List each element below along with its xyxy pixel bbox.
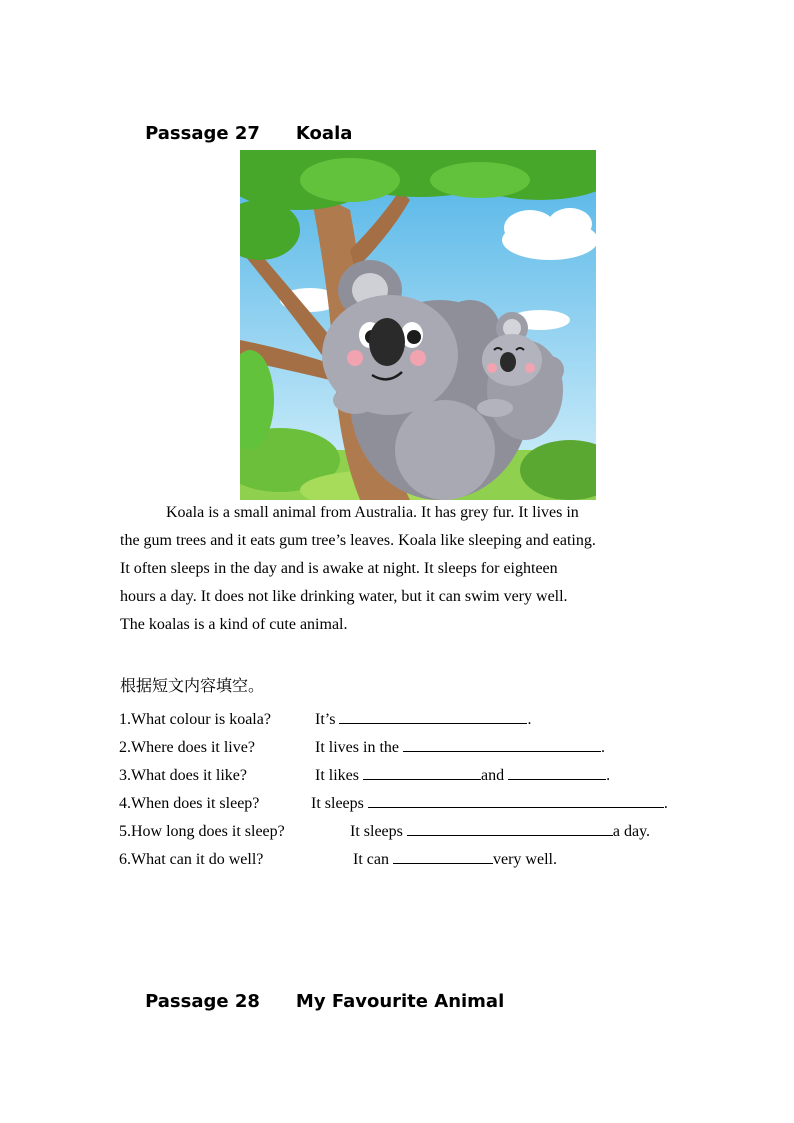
passage-line: hours a day. It does not like drinking water, but it can swim very well.	[120, 588, 568, 605]
passage-line: The koalas is a kind of cute animal.	[120, 616, 348, 633]
question-item	[119, 762, 699, 790]
answer-lead-text: It likes	[315, 767, 363, 784]
answer-blank[interactable]	[368, 791, 664, 808]
answer-tail-text: very well.	[492, 851, 557, 868]
question-prompt: 3.What does it like?	[119, 767, 247, 784]
question-item	[119, 734, 699, 762]
passage-28-number: Passage 28	[145, 991, 260, 1012]
passage-line: It often sleeps in the day and is awake at night. It sleeps for eighteen	[120, 560, 558, 577]
question-item	[119, 706, 699, 734]
answer-tail-text: .	[606, 767, 611, 784]
passage-27-number: Passage 27	[145, 123, 260, 144]
answer-joiner-text: and	[481, 767, 509, 784]
question-item	[119, 846, 699, 874]
passage-28-heading	[120, 970, 504, 1033]
answer-lead-text: It sleeps	[350, 823, 407, 840]
exercise-instruction: 根据短文内容填空。	[120, 676, 265, 695]
answer-tail-text: .	[663, 795, 668, 812]
answer-lead-text: It’s	[315, 711, 340, 728]
passage-line: the gum trees and it eats gum tree’s leaves. Koala like sleeping and eating.	[120, 532, 596, 549]
passage-line: Koala is a small animal from Australia. It has grey fur. It lives in	[166, 504, 579, 521]
answer-line	[311, 790, 668, 818]
answer-blank[interactable]	[339, 707, 527, 724]
question-prompt: 5.How long does it sleep?	[119, 823, 285, 840]
question-list	[119, 706, 699, 874]
answer-line	[315, 734, 605, 762]
passage-27-title: Koala	[295, 123, 353, 144]
question-prompt: 1.What colour is koala?	[119, 711, 271, 728]
answer-tail-text: a day.	[612, 823, 651, 840]
answer-tail-text: .	[600, 739, 605, 756]
passage-28-title: My Favourite Animal	[295, 991, 505, 1012]
answer-blank[interactable]	[508, 763, 606, 780]
question-prompt: 2.Where does it live?	[119, 739, 255, 756]
passage-27-text	[120, 499, 690, 639]
answer-line	[315, 706, 531, 734]
answer-line	[350, 818, 650, 846]
answer-line	[353, 846, 557, 874]
question-prompt: 4.When does it sleep?	[119, 795, 260, 812]
answer-blank[interactable]	[363, 763, 481, 780]
answer-lead-text: It sleeps	[311, 795, 368, 812]
answer-lead-text: It can	[353, 851, 393, 868]
answer-line	[315, 762, 610, 790]
answer-tail-text: .	[527, 711, 532, 728]
question-item	[119, 790, 699, 818]
question-prompt: 6.What can it do well?	[119, 851, 264, 868]
answer-lead-text: It lives in the	[315, 739, 403, 756]
question-item	[119, 818, 699, 846]
answer-blank[interactable]	[403, 735, 601, 752]
answer-blank[interactable]	[393, 847, 493, 864]
answer-blank[interactable]	[407, 819, 613, 836]
koala-illustration	[240, 150, 596, 500]
